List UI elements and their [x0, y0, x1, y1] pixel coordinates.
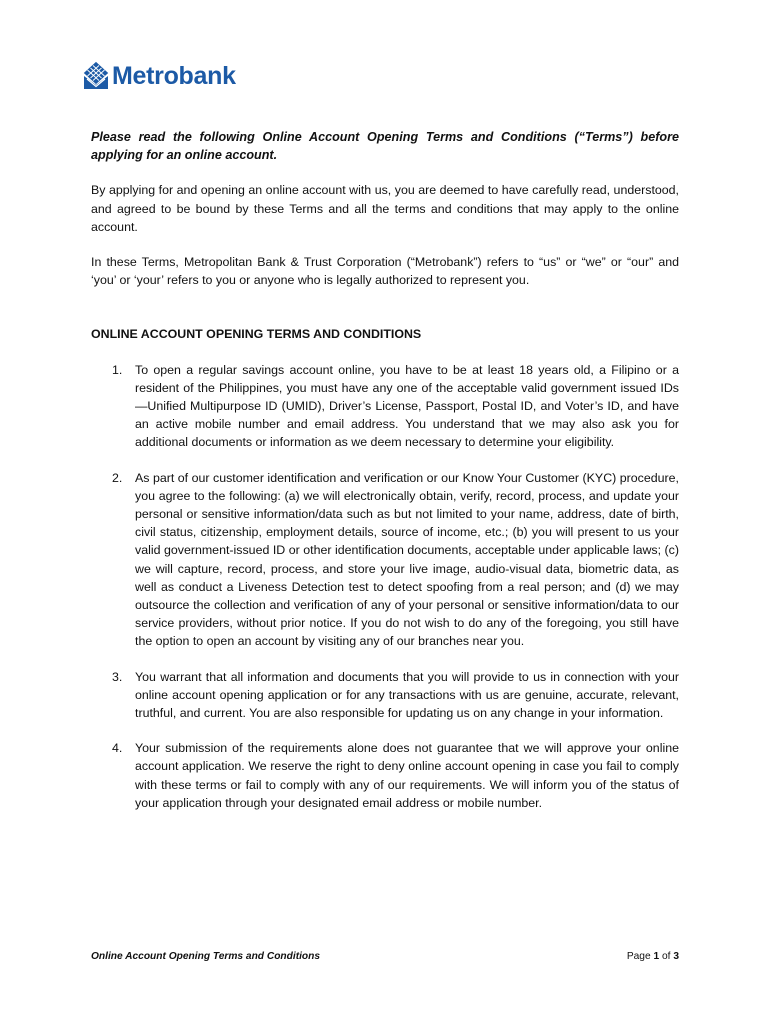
agreement-paragraph: By applying for and opening an online account with us, you are deemed to have carefully read, understood, and agreed to be bound by these Terms and all the terms and conditions that may apply to the online account.: [91, 183, 679, 234]
list-item-text: You warrant that all information and documents that you will provide to us in connection with your online account opening application or for any transactions with us are genuine, accurate, relevant, truthful, and current. You are also responsible for updating us on any change in your information.: [135, 669, 679, 721]
list-item: [91, 739, 679, 812]
terms-list: [91, 361, 679, 812]
list-item-text: As part of our customer identification and verification or our Know Your Customer (KYC) procedure, you agree to the following: (a) we will electronically obtain, verify, record, process, and update your personal or sensitive information/data such as but not limited to your name, address, date of birth, civil status, citizenship, employment details, source of income, etc.; (b) you will present to us your valid government-issued ID or other identification documents, acceptable under applicable laws; (c) we will capture, record, process, and store your live image, audio-visual data, biometric data, as well as conduct a Liveness Detection test to detect spoofing from a real person; and (d) we may outsource the collection and verification of any of your personal or sensitive information/data to our service providers, without prior notice. If you do not wish to do any of the foregoing, you still have the option to open an account by visiting any of our branches near you.: [135, 470, 679, 649]
document-body: [91, 128, 679, 829]
page-label: Page: [626, 951, 651, 962]
page-current: 1: [653, 951, 660, 962]
metrobank-logo: [82, 60, 236, 92]
section-heading: ONLINE ACCOUNT OPENING TERMS AND CONDITIONS: [91, 327, 422, 342]
list-item: [91, 361, 679, 452]
metrobank-logo-icon: [82, 61, 110, 91]
list-item-number: 2.: [112, 470, 123, 485]
brand-name: Metrobank: [112, 62, 236, 90]
list-item-number: 4.: [112, 741, 123, 756]
footer-title: Online Account Opening Terms and Conditions: [91, 951, 321, 962]
list-item-number: 3.: [112, 669, 123, 684]
intro-notice: Please read the following Online Account Opening Terms and Conditions (“Terms”) before applying for an online account.: [91, 130, 679, 163]
page-number: [627, 950, 679, 964]
page-footer: [91, 950, 679, 964]
list-item: [91, 469, 679, 651]
list-item-text: Your submission of the requirements alone does not guarantee that we will approve your online account application. We reserve the right to deny online account opening in case you fail to comply with these terms or fail to comply with any of our requirements. We will inform you of the status of your application through your designated email address or mobile number.: [135, 741, 679, 810]
definitions-paragraph: In these Terms, Metropolitan Bank & Trust Corporation (“Metrobank”) refers to “us” or “we” or “our” and ‘you’ or ‘your’ refers to you or anyone who is legally authorized to represent you.: [91, 255, 679, 288]
list-item: [91, 668, 679, 723]
page-of: of: [661, 951, 671, 962]
page-total: 3: [673, 951, 679, 962]
list-item-text: To open a regular savings account online, you have to be at least 18 years old, a Filipino or a resident of the Philippines, you must have any one of the acceptable valid government issued IDs—Unified Multipurpose ID (UMID), Driver’s License, Passport, Postal ID, and Voter’s ID, and have an active mobile number and email address. You understand that we may also ask you for additional documents or information as we deem necessary to determine your eligibility.: [135, 362, 679, 450]
list-item-number: 1.: [112, 362, 123, 377]
